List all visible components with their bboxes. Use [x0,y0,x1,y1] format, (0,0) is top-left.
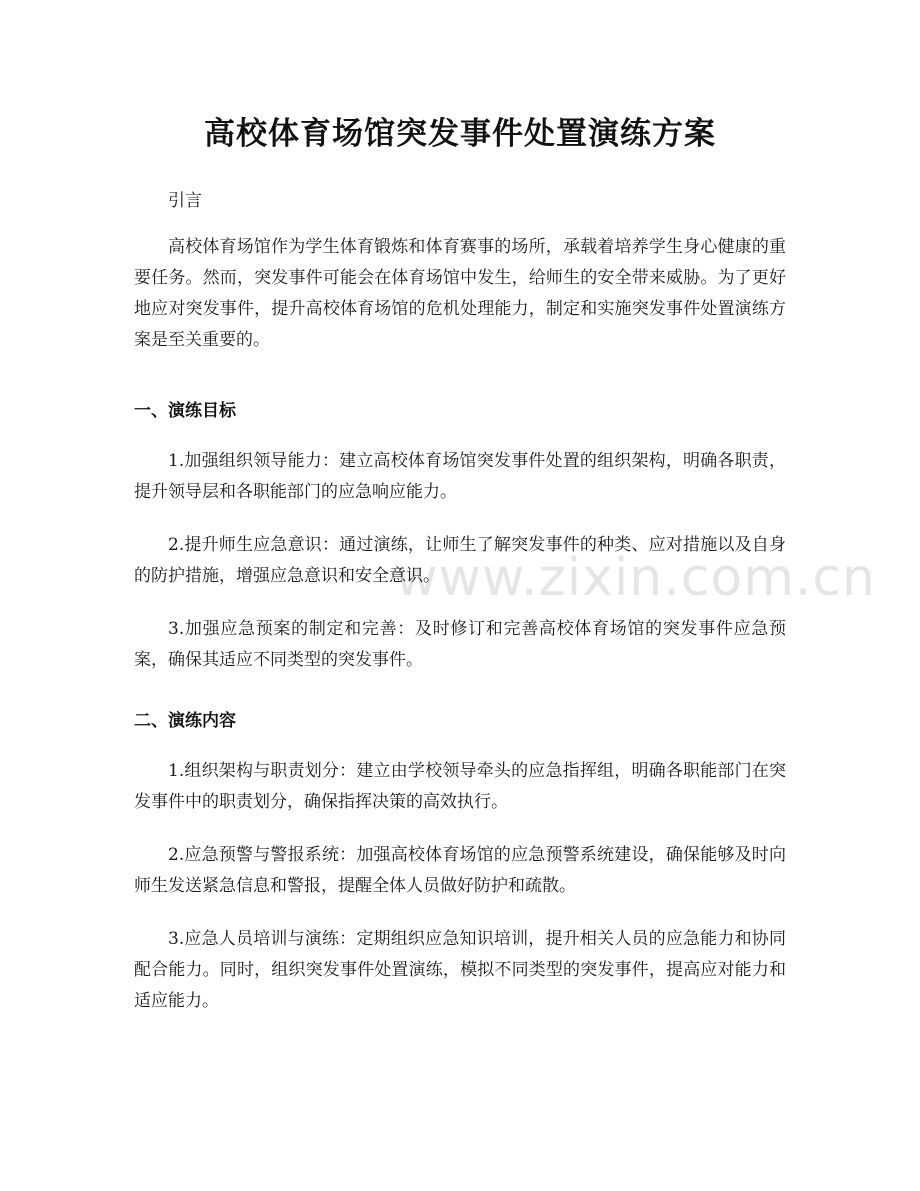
section-heading-goals: 一、演练目标 [134,401,236,421]
document-title: 高校体育场馆突发事件处置演练方案 [204,116,716,152]
section-heading-content: 二、演练内容 [134,711,236,731]
goal-item-1: 1.加强组织领导能力：建立高校体育场馆突发事件处置的组织架构，明确各职责，提升领导层和各职能部门的应急响应能力。 [134,451,786,502]
content-item-3: 3.应急人员培训与演练：定期组织应急知识培训，提升相关人员的应急能力和协同配合能力。同时，组织突发事件处置演练，模拟不同类型的突发事件，提高应对能力和适应能力。 [134,929,786,1011]
watermark: www.zixin.com.cn [395,548,876,608]
goal-item-3: 3.加强应急预案的制定和完善：及时修订和完善高校体育场馆的突发事件应急预案，确保其适应不同类型的突发事件。 [134,619,786,670]
content-item-1: 1.组织架构与职责划分：建立由学校领导牵头的应急指挥组，明确各职能部门在突发事件中的职责划分，确保指挥决策的高效执行。 [134,761,786,812]
goal-item-2: 2.提升师生应急意识：通过演练，让师生了解突发事件的种类、应对措施以及自身的防护措施，增强应急意识和安全意识。 [134,535,786,586]
intro-paragraph: 高校体育场馆作为学生体育锻炼和体育赛事的场所，承载着培养学生身心健康的重要任务。然而，突发事件可能会在体育场馆中发生，给师生的安全带来威胁。为了更好地应对突发事件，提升高校体育场馆的危机处理能力，制定和实施突发事件处置演练方案是至关重要的。 [134,237,786,350]
content-item-2: 2.应急预警与警报系统：加强高校体育场馆的应急预警系统建设，确保能够及时向师生发送紧急信息和警报，提醒全体人员做好防护和疏散。 [134,845,786,896]
intro-label: 引言 [168,191,202,211]
